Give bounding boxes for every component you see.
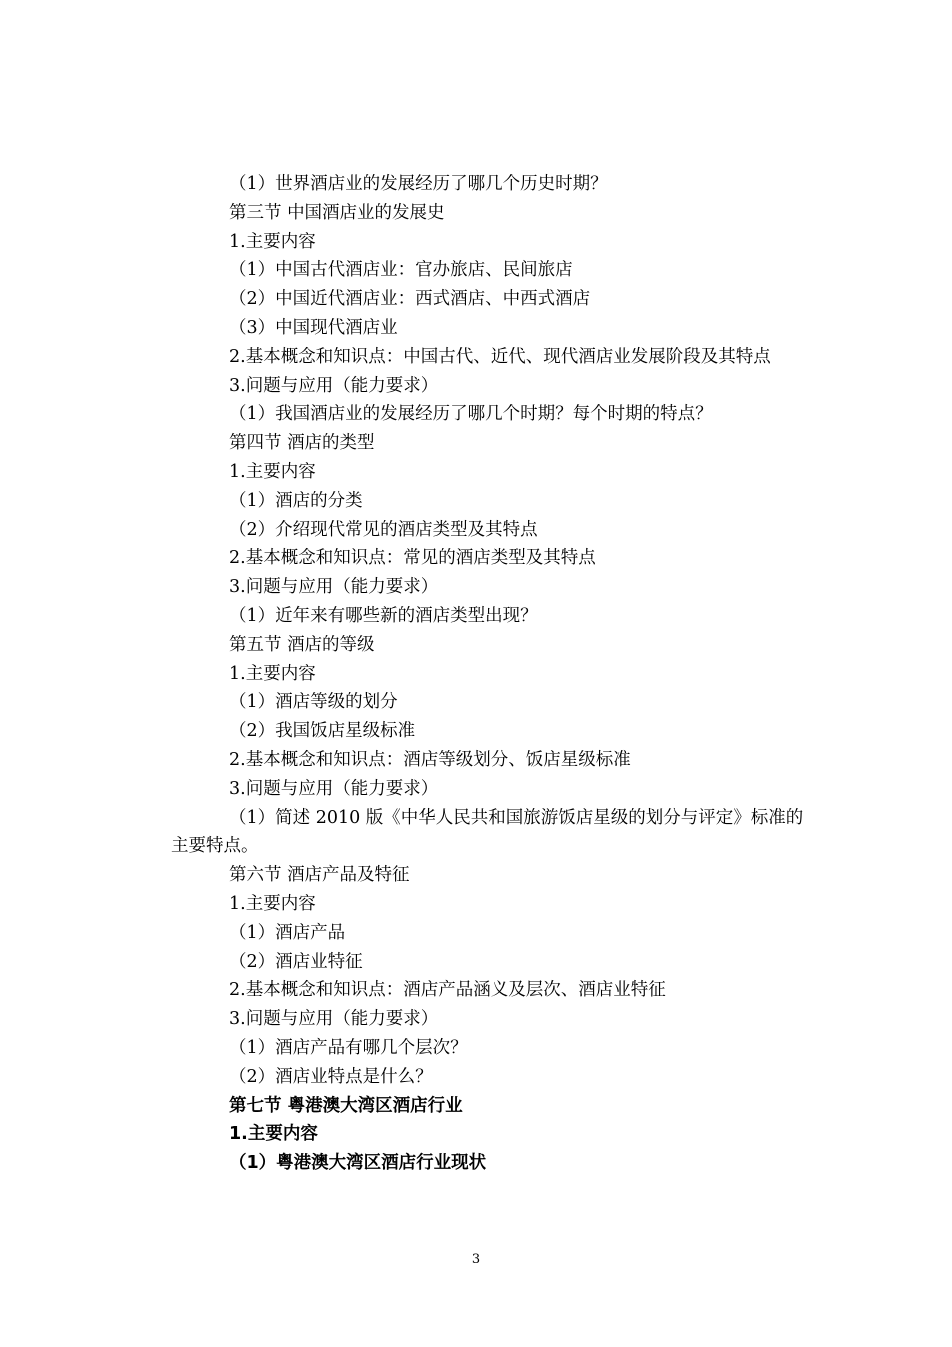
list-item-bold: （1）粤港澳大湾区酒店行业现状 xyxy=(229,1153,487,1174)
question-line: （1）简述 2010 版《中华人民共和国旅游饭店星级的划分与评定》标准的 xyxy=(229,807,804,828)
list-item: （2）我国饭店星级标准 xyxy=(229,721,416,742)
subheading: 1.主要内容 xyxy=(229,231,316,252)
question-line: （1）酒店产品有哪几个层次？ xyxy=(229,1037,468,1058)
list-item: （3）中国现代酒店业 xyxy=(229,317,398,338)
subheading: 2.基本概念和知识点：酒店等级划分、饭店星级标准 xyxy=(229,749,631,770)
question-line: （1）我国酒店业的发展经历了哪几个时期？每个时期的特点？ xyxy=(229,404,713,425)
list-item: （2）介绍现代常见的酒店类型及其特点 xyxy=(229,519,538,540)
list-item: （2）酒店业特征 xyxy=(229,951,363,972)
list-item: （2）中国近代酒店业：西式酒店、中西式酒店 xyxy=(229,289,591,310)
list-item: （1）中国古代酒店业：官办旅店、民间旅店 xyxy=(229,260,573,281)
question-line: （1）世界酒店业的发展经历了哪几个历史时期？ xyxy=(229,174,608,194)
subheading: 1.主要内容 xyxy=(229,461,316,482)
page-number: 3 xyxy=(471,1252,481,1267)
subheading: 2.基本概念和知识点：酒店产品涵义及层次、酒店业特征 xyxy=(229,980,666,1001)
question-line: （2）酒店业特点是什么？ xyxy=(229,1066,433,1087)
subheading: 1.主要内容 xyxy=(229,893,316,914)
page-body xyxy=(171,170,841,1178)
subheading: 2.基本概念和知识点：常见的酒店类型及其特点 xyxy=(229,548,596,569)
list-item: （1）酒店等级的划分 xyxy=(229,692,398,713)
list-item: （1）酒店产品 xyxy=(229,922,346,943)
section-heading: 第三节 中国酒店业的发展史 xyxy=(229,202,445,223)
subheading: 3.问题与应用（能力要求） xyxy=(229,577,439,598)
question-line-continuation: 主要特点。 xyxy=(171,836,259,857)
subheading: 3.问题与应用（能力要求） xyxy=(229,778,439,799)
section-heading: 第六节 酒店产品及特征 xyxy=(229,865,410,886)
question-line: （1）近年来有哪些新的酒店类型出现？ xyxy=(229,605,538,626)
subheading: 2.基本概念和知识点：中国古代、近代、现代酒店业发展阶段及其特点 xyxy=(229,346,771,367)
subheading: 3.问题与应用（能力要求） xyxy=(229,1009,439,1030)
subheading: 3.问题与应用（能力要求） xyxy=(229,375,439,396)
section-heading: 第四节 酒店的类型 xyxy=(229,433,375,454)
subheading-bold: 1.主要内容 xyxy=(229,1124,318,1145)
list-item: （1）酒店的分类 xyxy=(229,490,363,511)
section-heading: 第五节 酒店的等级 xyxy=(229,634,375,655)
section-heading-bold: 第七节 粤港澳大湾区酒店行业 xyxy=(229,1095,463,1116)
subheading: 1.主要内容 xyxy=(229,663,316,684)
